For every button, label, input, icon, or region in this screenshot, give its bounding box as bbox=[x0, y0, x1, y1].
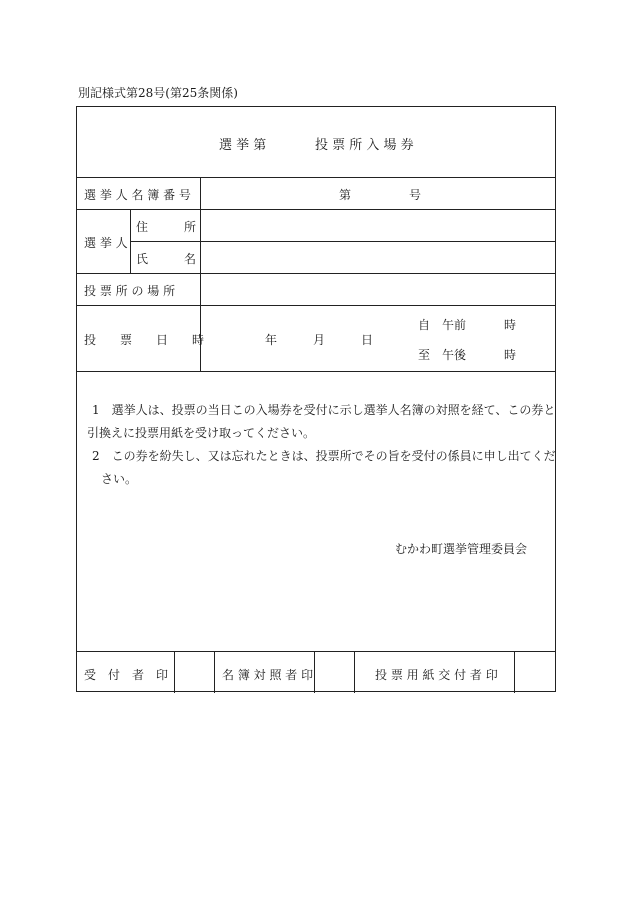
issuer-name: むかわ町選挙管理委員会 bbox=[395, 542, 528, 556]
register-check-seal-label: 名 簿 対 照 者 印 bbox=[222, 668, 314, 682]
divider bbox=[130, 209, 131, 273]
note-1-line-2: 引換えに投票用紙を受け取ってください。 bbox=[87, 426, 316, 440]
divider bbox=[514, 651, 515, 693]
form-caption: 別記様式第28号(第25条関係) bbox=[78, 86, 238, 100]
admission-ticket-form bbox=[76, 106, 556, 692]
divider bbox=[77, 305, 555, 306]
time-from-hour: 時 bbox=[504, 318, 517, 332]
reception-seal-label: 受 付 者 印 bbox=[84, 668, 169, 682]
divider bbox=[354, 651, 355, 693]
note-2-line-1: 2 この券を紛失し、又は忘れたときは、投票所でその旨を受付の係員に申し出てくだ bbox=[92, 449, 556, 463]
divider bbox=[77, 371, 555, 372]
polling-place-label: 投 票 所 の 場 所 bbox=[84, 284, 176, 298]
divider bbox=[130, 241, 555, 242]
register-number-label: 選 挙 人 名 簿 番 号 bbox=[84, 188, 191, 202]
address-label-a: 住 bbox=[136, 220, 149, 234]
note-2-line-2: さい。 bbox=[101, 472, 138, 486]
title-prefix: 選 挙 第 bbox=[219, 138, 267, 153]
date-month: 月 bbox=[313, 333, 326, 347]
date-year: 年 bbox=[265, 333, 278, 347]
voting-datetime-label: 投 票 日 時 bbox=[84, 333, 205, 347]
divider bbox=[77, 651, 555, 652]
name-label-a: 氏 bbox=[136, 252, 149, 266]
register-number-go: 号 bbox=[409, 188, 422, 202]
address-label-b: 所 bbox=[184, 220, 197, 234]
note-1-line-1: 1 選挙人は、投票の当日この入場券を受付に示し選挙人名簿の対照を経て、この券と bbox=[92, 403, 556, 417]
elector-label: 選 挙 人 bbox=[84, 236, 128, 250]
divider bbox=[314, 651, 315, 693]
time-to-hour: 時 bbox=[504, 348, 517, 362]
time-to-label: 至 午後 bbox=[418, 348, 467, 362]
title-text: 投 票 所 入 場 券 bbox=[315, 138, 414, 153]
ballot-issue-seal-label: 投 票 用 紙 交 付 者 印 bbox=[375, 668, 498, 682]
divider bbox=[214, 651, 215, 693]
date-day: 日 bbox=[361, 333, 374, 347]
divider bbox=[77, 273, 555, 274]
divider bbox=[77, 209, 555, 210]
time-from-label: 自 午前 bbox=[418, 318, 467, 332]
name-label-b: 名 bbox=[184, 252, 197, 266]
divider bbox=[174, 651, 175, 693]
register-number-dai: 第 bbox=[339, 188, 352, 202]
divider bbox=[77, 177, 555, 178]
